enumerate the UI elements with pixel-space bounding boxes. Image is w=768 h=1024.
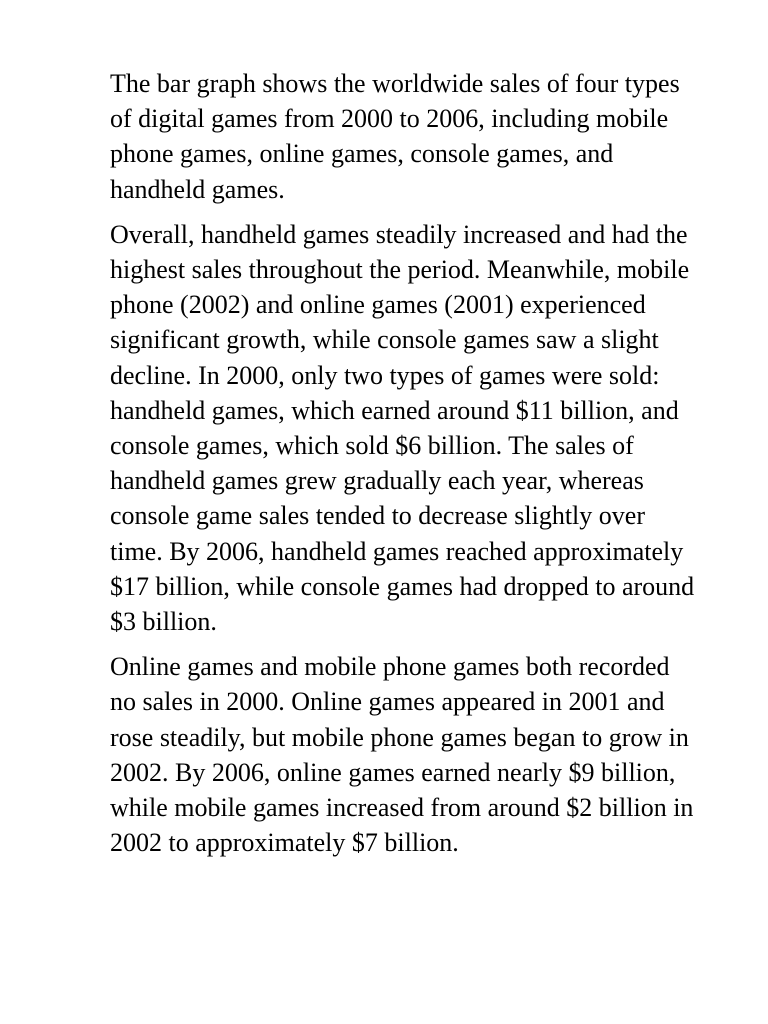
paragraph-introduction: The bar graph shows the worldwide sales of four types of digital games from 2000 to 2006, including mobile phone games, online games, console games, and handheld games. (110, 69, 680, 204)
paragraph-details: Online games and mobile phone games both recorded no sales in 2000. Online games appeared in 2001 and rose steadily, but mobile phone games began to grow in 2002. By 2006, online games earned nearly $9 billion, while mobile games increased from around $2 billion in 2002 to approximately $7 billion. (110, 652, 694, 858)
paragraph-overview: Overall, handheld games steadily increased and had the highest sales throughout the period. Meanwhile, mobile phone (2002) and online games (2001) experienced significant growth, while console games saw a slight decline. In 2000, only two types of games were sold: handheld games, which earned around $11 billion, and console games, which sold $6 billion. The sales of handheld games grew gradually each year, whereas console game sales tended to decrease slightly over time. By 2006, handheld games reached approximately $17 billion, while console games had dropped to around $3 billion. (110, 219, 695, 637)
document-body (110, 66, 700, 870)
